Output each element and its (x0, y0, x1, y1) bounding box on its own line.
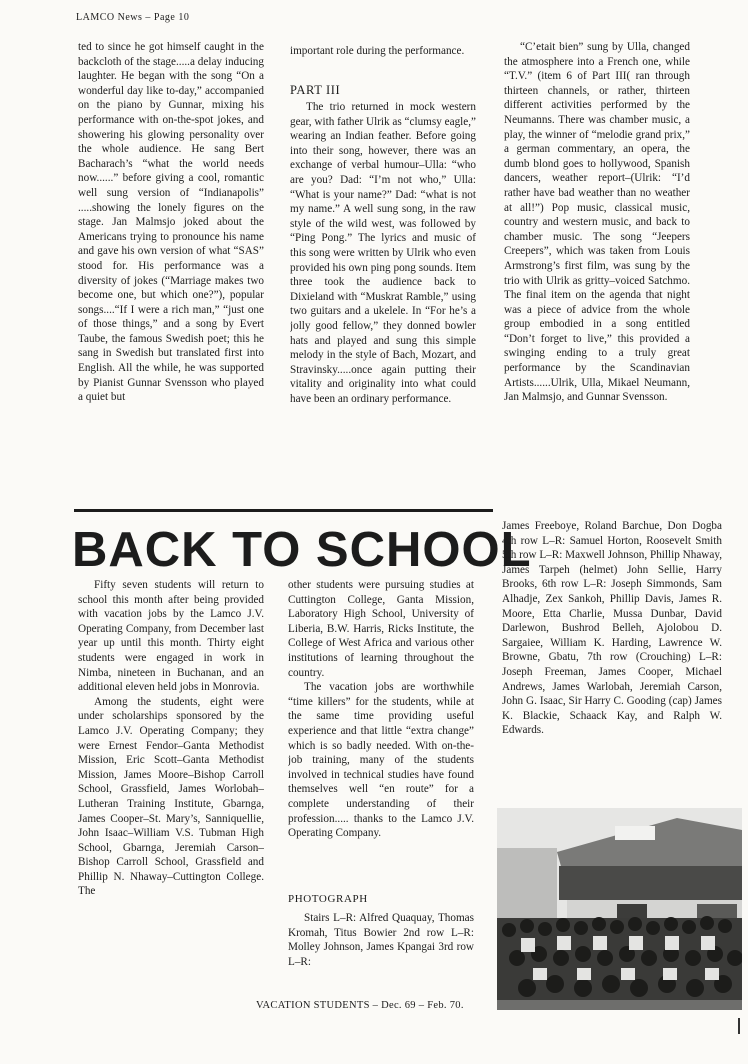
prev-article-col2-intro: important role during the performance. (290, 45, 465, 57)
article-col1: Fifty seven students will return to school this month after being provided with vacation jobs by the Lamco J.V. Operating Company, from December last year up until this month. Thirty eight students were engaged in work in Nimba, nineteen in Buchanan, and an additional eleven held jobs in Monrovia. Among the students, eight were under scholarships sponsored by the Lamco J.V. Operating Company; they were Ernest Fendor–Ganta Methodist Mission, Eric Scott–Ganta Methodist Mission, James Moore–Bishop Carroll School, Grassfield, James Worlobah–Lutheran Training Institute, Gbarnga, James Cooper–St. Mary’s, Sanniquellie, John Isaac–William V.S. Tubman High School, Gbarnga, Jeremiah Carson–Bishop Carroll School, Grassfield and Phillip N. Nhaway–Cuttington College. The (78, 579, 264, 898)
prev-article-col3: “C’etait bien” sung by Ulla, changed the atmosphere into a French one, while “T.V.” (item 6 of Part III( ran through thirteen channels, or rather, thirteen different activities performed by the Neumanns. There was chamber music, a play, the winner of “melodie grand prix,” a german commentary, an opera, the dumb blond goes to hollywood, Spanish dancers, weather report–(Ulrik: “I’d rather have bad weather than no weather at all!”) Pop music, classical music, country and western music, and back to chamber music. The song “Jeepers Creepers”, which was taken from Louis Armstrong’s first film, was sung by the trio with Ulrik as gritty–voiced Satchmo. The final item on the agenda that night was a piece of advice from the whole group embodied in a song entitled “Don’t forget to live,” this provided a swinging ending to a truly great performance by the Scandinavian Artists......Ulrik, Ulla, Mikael Neumann, Jan Malmsjo, and Gunnar Svensson. (504, 41, 690, 404)
group-photo (497, 808, 742, 1010)
running-head: LAMCO News – Page 10 (76, 12, 190, 23)
page-edge-mark (738, 1018, 740, 1034)
photo-credits-start: Stairs L–R: Alfred Quaquay, Thomas Kromah, Titus Bowier 2nd row L–R: Molley Johnson, James Kpangai 3rd row L–R: (288, 912, 474, 968)
photo-caption: VACATION STUDENTS – Dec. 69 – Feb. 70. (256, 1000, 464, 1011)
article-col2: other students were pursuing studies at Cuttington College, Ganta Mission, Laboratory High School, University of Liberia, B.W. Harris, Ricks Institute, the College of West Africa and various other institutions of learning throughout the country. The vacation jobs are worthwhile “time killers” for the students, while at the same time providing useful experience and that little “extra change” which is so badly needed. With on-the-job training, many of the students involved in technical studies have found themselves well “en route” for a complete understanding of their profession..... thanks to the Lamco J.V. Operating Company. (288, 579, 474, 840)
photo-credits-col3: James Freeboye, Roland Barchue, Don Dogba 4th row L–R: Samuel Horton, Roosevelt Smith 5th row L–R: Maxwell Johnson, Phillip Nhaway, James Tarpeh (helmet) John Sellie, Harry Brooks, 6th row L–R: Joseph Simmonds, Sam Alhadje, Zex Sankoh, Phillip Davis, James R. Moore, Etta Charlie, Mussa Dunbar, David Darlewon, Bushrod Belleh, Ajolobou D. Sargaiee, William K. Harding, Lawrence W. Browne, Gbatu, 7th row (Crouching) L–R: Joseph Freeman, James Cooper, Michael Andrews, James Warlobah, Jeremiah Carson, John G. Isaac, Sir Harry C. Gooding (cap) James K. Blackie, Schaack Kay, and Ralph W. Edwards. (502, 520, 722, 737)
part3-heading: PART III (290, 83, 341, 97)
article-title: BACK TO SCHOOL (72, 523, 532, 577)
prev-article-col2-body: The trio returned in mock western gear, with father Ulrik as “clumsy eagle,” wearing an Indian feather. Before going into their song, however, there was an exchange of verbal humour–Ulla: “who are you? Dad: “I’m not who,” Ulla: “What is your name?” Dad: “what is not my name.” A well sung song, in the raw style of the wild west, was followed by “Ping Pong.” The lyrics and music of this song were written by Ulrik who even provided his own ping pong sounds. Item three took the audience back to Dixieland with “Muskrat Ramble,” using two guitars and a ukelele. In “For he’s a jolly good fellow,” they donned bowler hats and played and sung this simple melody in the style of Bach, Mozart, and Stravinsky.....once again putting their vitality and originality into what could have been an ordinary performance. (290, 101, 476, 405)
photograph-heading: PHOTOGRAPH (288, 893, 368, 905)
section-divider (74, 509, 493, 512)
prev-article-col1: ted to since he got himself caught in the backcloth of the stage.....a delay inducing laughter. He began with the song “On a wonderful day like to-day,” accompanied on the piano by Gunnar, mixing his performance with on-the-spot jokes, and showering his glowing personality over the whole audience. He sang Bert Bacharach’s “what the world needs now......” before giving a cool, romantic well sung version of “Indianapolis” .....showing the lonely figures on the stage. Jan Malmsjo joked about the Americans trying to pronounce his name and gave his own version of what “SAS” stood for. His performance was a diversity of jokes (“Marriage makes two become one, but which one?”), popular songs....“If I were a rich man,” “just one of those things,” and a song by Evert Taube, the famous Swedish poet; this he sang in Swedish but translated first into English. All the while, he was supported by Pianist Gunnar Svensson who played a quiet but (78, 41, 264, 404)
